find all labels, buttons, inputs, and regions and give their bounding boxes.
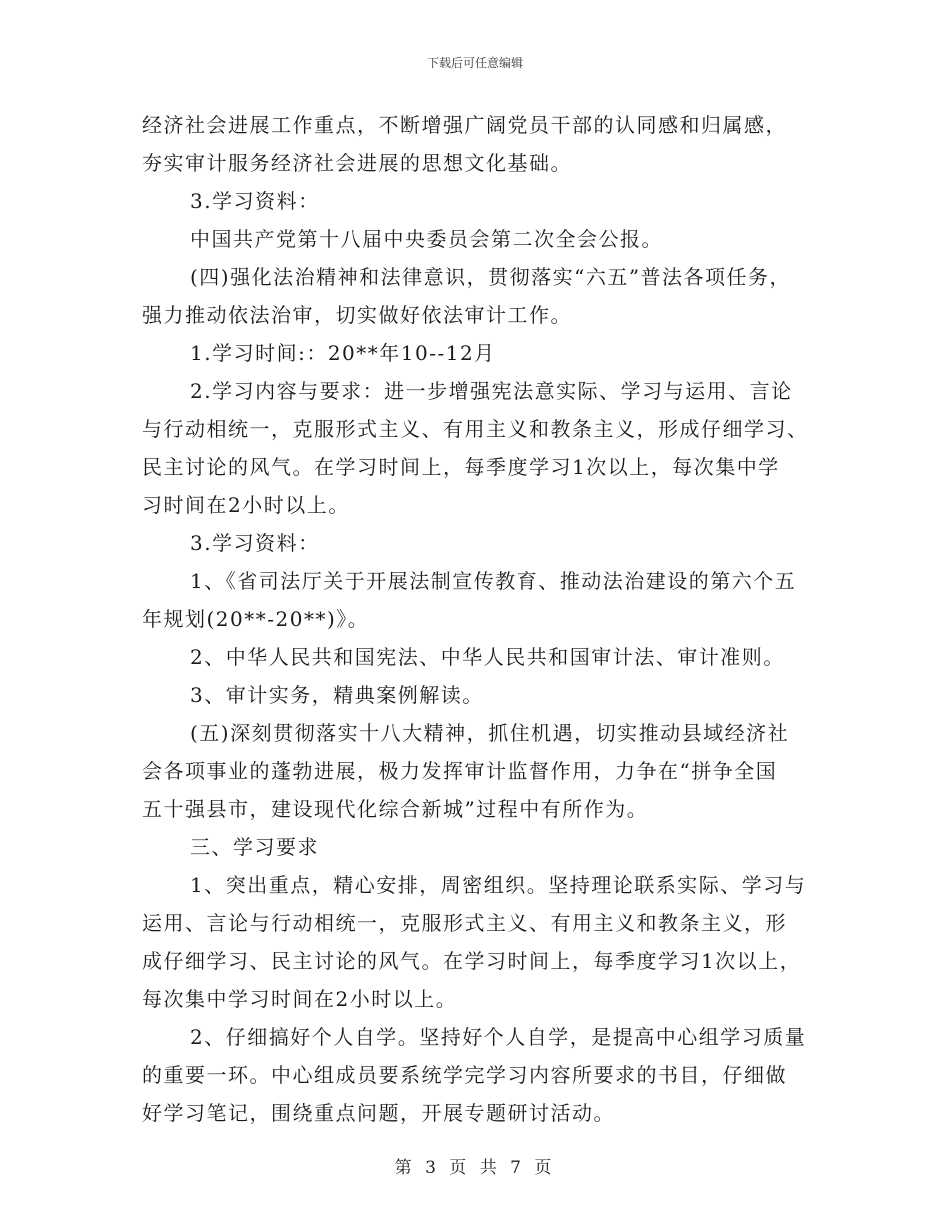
text-line: 强力推动依法治审，切实做好依法审计工作。 — [142, 303, 572, 327]
text-line: 2、中华人民共和国宪法、中华人民共和国审计法、审计准则。 — [190, 645, 785, 669]
text-line: 2.学习内容与要求：进一步增强宪法意实际、学习与运用、言论 — [190, 379, 793, 403]
text-line: 习时间在2小时以上。 — [142, 493, 350, 517]
text-line: 中国共产党第十八届中央委员会第二次全会公报。 — [190, 227, 663, 251]
text-line: 成仔细学习、民主讨论的风气。在学习时间上，每季度学习1次以上， — [142, 949, 802, 973]
text-line: 与行动相统一，克服形式主义、有用主义和教条主义，形成仔细学习、 — [142, 417, 809, 441]
page-header: 下载后可任意编辑 — [426, 56, 523, 70]
text-line: 的重要一环。中心组成员要系统学完学习内容所要求的书目，仔细做 — [142, 1063, 787, 1087]
text-line: 运用、言论与行动相统一，克服形式主义、有用主义和教条主义，形 — [142, 911, 787, 935]
text-line: 3.学习资料： — [190, 531, 320, 555]
text-line: 会各项事业的蓬勃进展，极力发挥审计监督作用，力争在“拼争全国 — [142, 759, 778, 783]
text-line: 民主讨论的风气。在学习时间上，每季度学习1次以上，每次集中学 — [142, 455, 780, 479]
section-heading: (五)深刻贯彻落实十八大精神，抓住机遇，切实推动县域经济社 — [190, 721, 790, 745]
text-line: 经济社会进展工作重点，不断增强广阔党员干部的认同感和归属感， — [142, 113, 787, 137]
text-line: 1、《省司法厅关于开展法制宣传教育、推动法治建设的第六个五 — [190, 569, 797, 593]
text-line: 3、审计实务，精典案例解读。 — [190, 683, 484, 707]
text-line: 1、突出重点，精心安排，周密组织。坚持理论联系实际、学习与 — [190, 873, 807, 897]
text-line: 每次集中学习时间在2小时以上。 — [142, 987, 458, 1011]
text-line: 3.学习资料： — [190, 189, 320, 213]
section-heading: (四)强化法治精神和法律意识，贯彻落实“六五”普法各项任务， — [190, 265, 792, 289]
text-line: 五十强县市，建设现代化综合新城”过程中有所作为。 — [142, 797, 649, 821]
text-line: 夯实审计服务经济社会进展的思想文化基础。 — [142, 151, 572, 175]
page-footer: 第 3 页 共 7 页 — [394, 1158, 556, 1178]
section-heading: 三、学习要求 — [190, 835, 319, 859]
text-line: 年规划(20**-20**)》。 — [142, 607, 370, 631]
text-line: 1.学习时间:：20**年10--12月 — [190, 341, 496, 365]
document-body — [142, 106, 818, 1132]
text-line: 2、仔细搞好个人自学。坚持好个人自学，是提高中心组学习质量 — [190, 1025, 807, 1049]
text-line: 好学习笔记，围绕重点问题，开展专题研讨活动。 — [142, 1101, 615, 1125]
